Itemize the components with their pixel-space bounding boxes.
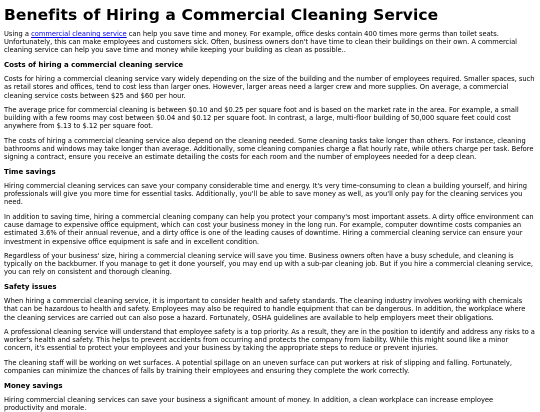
paragraph: A professional cleaning service will understand that employee safety is a top priority. As a result, they are in the position to identify and address any risks to a worker's health and safety. This helps to prevent accidents from occurring and protects the company from liability. While this might sound like a minor concern, it's essential to protect your employees and your business by taking the appropriate steps to reduce or prevent injuries. — [4, 328, 535, 353]
commercial-cleaning-service-link[interactable]: commercial cleaning service — [31, 30, 127, 38]
paragraph: The costs of hiring a commercial cleaning service also depend on the cleaning needed. Some cleaning tasks take longer than others. For instance, cleaning bathrooms and windows may take longer than average. Additionally, some cleaning companies charge a flat hourly rate, while others charge per task. Before signing a contract, ensure you receive an estimate detailing the costs for each room and the number of employees needed for a deep clean. — [4, 136, 534, 162]
intro-paragraph — [4, 30, 535, 55]
section-heading-time-savings: Time savings — [4, 167, 56, 176]
section-heading-safety-issues: Safety issues — [4, 282, 57, 291]
paragraph: Regardless of your business' size, hiring a commercial cleaning service will save you time. Business owners often have a busy schedule, and cleaning is typically on the backburner. If you manage to get it done yourself, you may end up with a sub-par cleaning job. But if you hire a commercial cleaning service, you can rely on consistent and thorough cleaning. — [4, 252, 533, 277]
intro-text-pre: Using a — [4, 30, 32, 38]
paragraph: Hiring commercial cleaning services can save your company considerable time and energy. It's very time-consuming to clean a building yourself, and hiring professionals will give you more time for essential tasks. Additionally, you'll be able to save money as well, as you'll only pay for the cleaning services you need. — [4, 182, 527, 207]
intro-text-post: can help you save time and money. For example, office desks contain 400 times more germs than toilet seats. Unfortunately, this can make employees and customers sick. Often, business owners don't have time to clean their buildings on their own. A commercial cleaning service can help you save time and money while keeping your building as clean as possible.. — [4, 30, 518, 55]
paragraph: Hiring commercial cleaning services can save your business a significant amount of money. In addition, a clean workplace can increase employee productivity and morale. — [4, 395, 494, 412]
paragraph: In addition to saving time, hiring a commercial cleaning company can help you protect your company's most important assets. A dirty office environment can cause damage to expensive office equipment, which can cost your business money in the long run. For example, computer downtime costs companies an estimated 3.6% of their annual revenue, and a dirty office is one of the leading causes of downtime. Hiring a commercial cleaning service can ensure your investment in expensive office equipment is safe and in excellent condition. — [4, 212, 534, 246]
paragraph: The average price for commercial cleaning is between $0.10 and $0.25 per square foot and is based on the market rate in the area. For example, a small building with a few rooms may cost between $0.04 and $0.12 per square foot. In contrast, a large, multi-floor building of 50,000 square feet could cost anywhere from $.13 to $.12 per square foot. — [4, 106, 519, 131]
paragraph: Costs for hiring a commercial cleaning service vary widely depending on the size of the building and the number of employees required. Smaller spaces, such as retail stores and offices, tend to cost less than larger ones. However, larger areas need a larger crew and more supplies. On average, a commercial cleaning service costs between $25 and $60 per hour. — [4, 75, 535, 100]
section-heading-costs: Costs of hiring a commercial cleaning service — [4, 60, 184, 69]
page-title: Benefits of Hiring a Commercial Cleaning Service — [4, 6, 439, 24]
paragraph: When hiring a commercial cleaning service, it is important to consider health and safety standards. The cleaning industry involves working with chemicals that can be hazardous to health and safety. Employees may also be required to handle equipment that can be dangerous. In addition, the workplace where the cleaning services are carried out can also pose a hazard. Fortunately, OSHA guidelines are available to help employers meet their obligations. — [4, 297, 526, 322]
paragraph: The cleaning staff will be working on wet surfaces. A potential spillage on an uneven surface can put workers at risk of slipping and falling. Fortunately, companies can minimize the chances of falls by training their employees and ensuring they complete the work correctly. — [4, 358, 512, 376]
section-heading-money-savings: Money savings — [4, 381, 63, 390]
